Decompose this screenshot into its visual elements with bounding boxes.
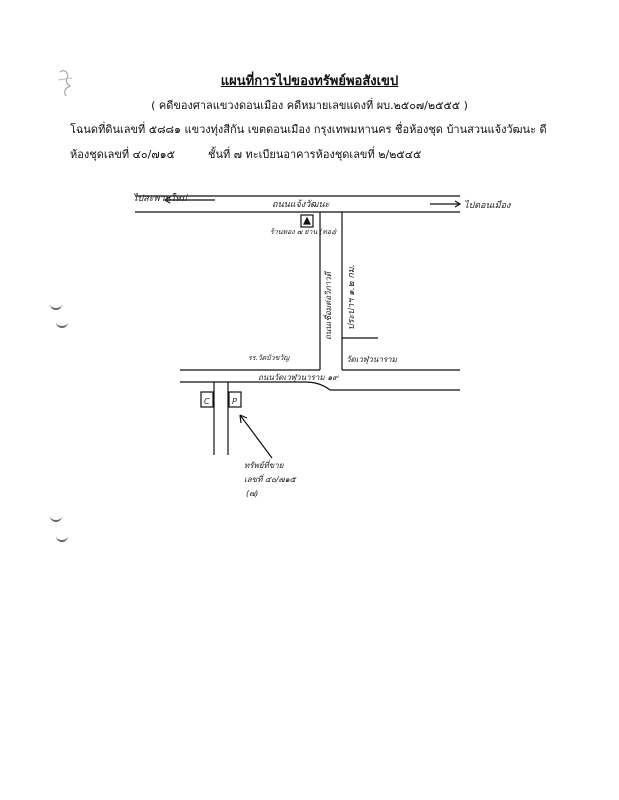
landmark-top-label: ร้านทอง ๗ ย่าน (ทอง) (270, 228, 338, 236)
property-label-3: (๗) (246, 489, 259, 498)
temple-label: วัดเวฬุวนาราม (346, 355, 397, 364)
property-label-1: ทรัพย์ที่ขาย (244, 461, 284, 470)
bottom-road-label: ถนนวัดเวฬุวนาราม ๑๙ (258, 373, 339, 382)
main-road-label: ถนนแจ้งวัฒนะ (272, 200, 330, 210)
box-c-label: C (204, 397, 210, 406)
floor-registration-line: ชั้นที่ ๗ ทะเบียนอาคารห้องชุดเลขที่ ๒/๒๕๔๕ (208, 148, 422, 161)
school-label: รร.วัดบัวขวัญ (248, 354, 290, 362)
box-p-label: P (232, 397, 237, 406)
right-direction-label: ไปดอนเมือง (464, 201, 511, 211)
left-direction-label: ไปสะพานใหม่ (133, 194, 187, 204)
document-subtitle: ( คดีของศาลแขวงดอนเมือง คดีหมายเลขแดงที่ ผบ.๒๕๐๗/๒๕๕๕ ) (151, 99, 468, 112)
soi-road-label: ถนนเชื่อมต่อวิภาวดี (324, 272, 333, 340)
prapa-road-label: ประปาฯ ๑.๒ กม. (347, 264, 357, 330)
deed-line: โฉนดที่ดินเลขที่ ๕๘๘๑ แขวงทุ่งสีกัน เขตดอนเมือง กรุงเทพมหานคร ชื่อห้องชุด บ้านสวนแจ้งวัฒนะ ดี (70, 123, 547, 136)
unit-number-line: ห้องชุดเลขที่ ๔๐/๗๑๕ (70, 148, 175, 161)
document-title: แผนที่การไปของทรัพย์พอสังเขป (220, 74, 399, 89)
property-label-2: เลขที่ ๔๐/๗๑๕ (244, 475, 296, 484)
